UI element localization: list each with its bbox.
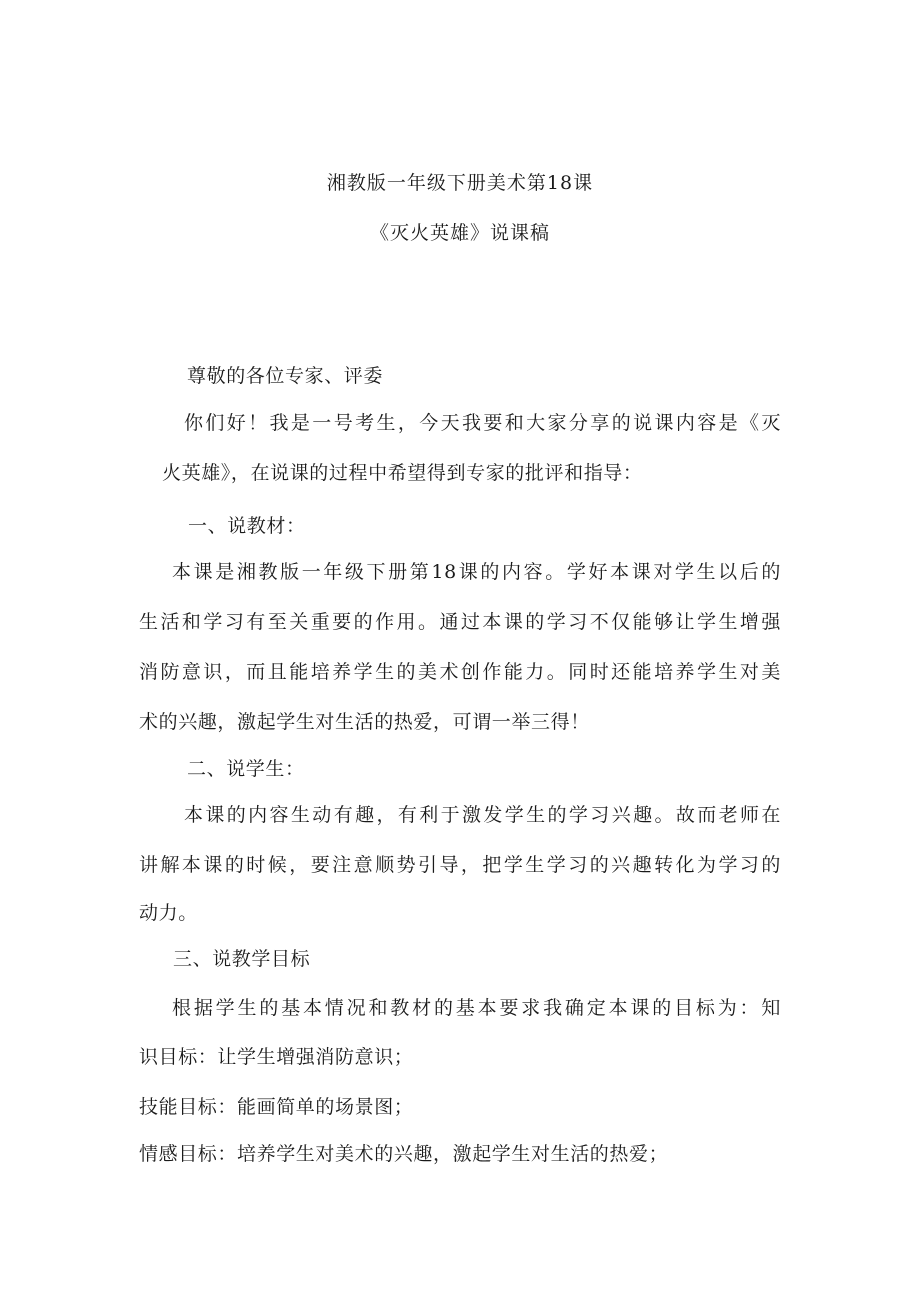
section3-heading: 三、说教学目标 bbox=[173, 948, 311, 970]
section3-line-4: 情感目标：培养学生对美术的兴趣，激起学生对生活的热爱； bbox=[139, 1143, 669, 1165]
section1-line-3: 消防意识，而且能培养学生的美术创作能力。同时还能培养学生对美 bbox=[139, 661, 781, 683]
section2-line-3: 动力。 bbox=[139, 902, 198, 924]
section1-line-2: 生活和学习有至关重要的作用。通过本课的学习不仅能够让学生增强 bbox=[139, 611, 781, 633]
section3-line-1: 根据学生的基本情况和教材的基本要求我确定本课的目标为：知 bbox=[172, 997, 781, 1019]
section2-line-1: 本课的内容生动有趣，有利于激发学生的学习兴趣。故而老师在 bbox=[184, 804, 781, 826]
section2-line-2: 讲解本课的时候，要注意顺势引导，把学生学习的兴趣转化为学习的 bbox=[139, 854, 781, 876]
section2-heading: 二、说学生： bbox=[187, 758, 305, 780]
section3-line-2: 识目标：让学生增强消防意识； bbox=[139, 1046, 414, 1068]
intro-line-1: 你们好！我是一号考生，今天我要和大家分享的说课内容是《灭 bbox=[184, 412, 781, 434]
intro-line-2: 火英雄》，在说课的过程中希望得到专家的批评和指导： bbox=[162, 462, 643, 484]
section1-heading: 一、说教材： bbox=[188, 515, 306, 537]
document-title-line1: 湘教版一年级下册美术第18课 bbox=[326, 172, 594, 194]
document-title-line2: 《灭火英雄》说课稿 bbox=[369, 222, 550, 244]
greeting: 尊敬的各位专家、评委 bbox=[187, 365, 384, 387]
section1-line-1: 本课是湘教版一年级下册第18课的内容。学好本课对学生以后的 bbox=[172, 561, 781, 583]
section1-line-4: 术的兴趣，激起学生对生活的热爱，可谓一举三得！ bbox=[139, 711, 590, 733]
section3-line-3: 技能目标：能画简单的场景图； bbox=[139, 1096, 414, 1118]
